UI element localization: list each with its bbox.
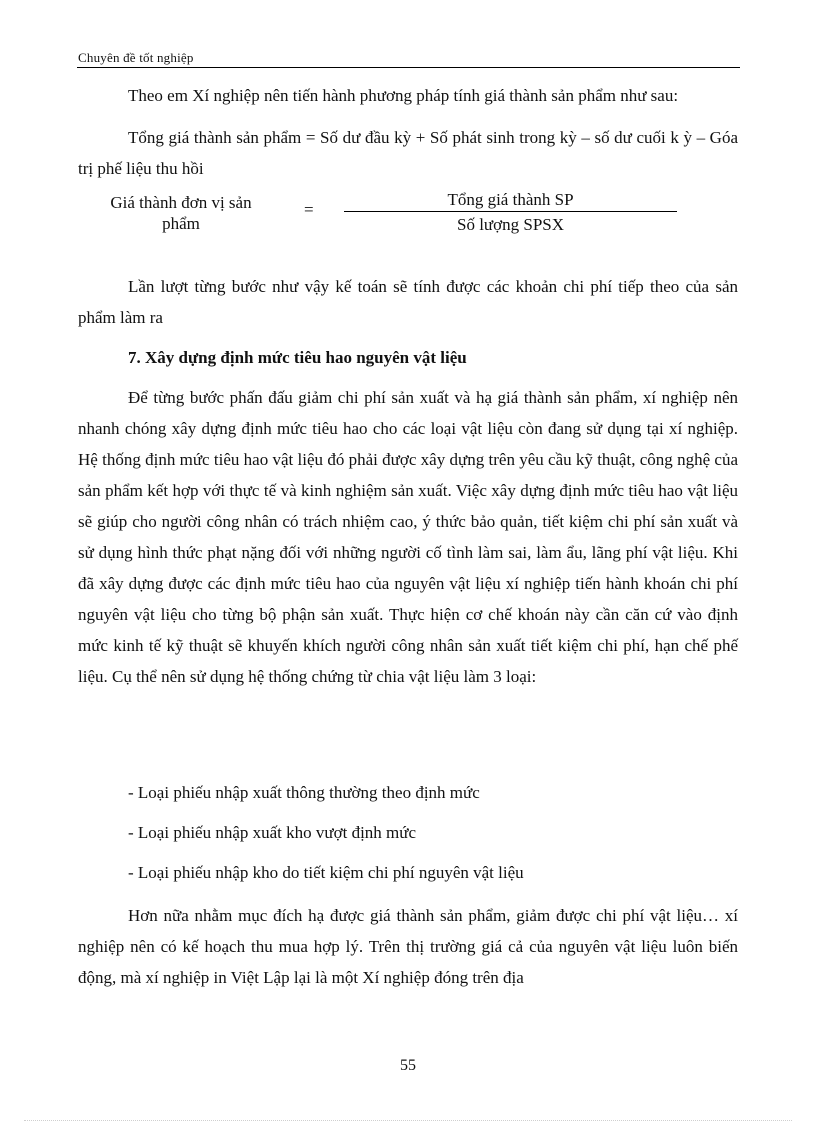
paragraph-final: Hơn nữa nhằm mục đích hạ được giá thành sản phẩm, giảm được chi phí vật liệu… xí nghiệp nên có kế hoạch thu mua hợp lý. Trên thị trường giá cả của nguyên vật liệu luôn biến động, mà xí nghiệp in Việt Lập lại là một Xí nghiệp đóng trên địa	[78, 906, 738, 987]
list-item: - Loại phiếu nhập xuất thông thường theo định mức	[128, 783, 480, 802]
bottom-divider	[24, 1120, 792, 1121]
paragraph-after-formula: Lần lượt từng bước như vậy kế toán sẽ tính được các khoản chi phí tiếp theo của sản phẩm làm ra	[78, 277, 738, 327]
list-item: - Loại phiếu nhập xuất kho vượt định mức	[128, 823, 417, 842]
page-header-title: Chuyên đề tốt nghiệp	[78, 50, 194, 65]
total-cost-formula: Tổng giá thành sản phẩm = Số dư đầu kỳ + Số phát sinh trong kỳ – số dư cuối k ỳ – Góa trị phế liệu thu hồi	[78, 128, 738, 178]
intro-line: Theo em Xí nghiệp nên tiến hành phương pháp tính giá thành sản phẩm như sau:	[128, 86, 679, 105]
page-number: 55	[400, 1057, 416, 1074]
header-rule	[77, 67, 740, 68]
unit-cost-label: Giá thành đơn vị sản phẩm	[110, 193, 252, 233]
fraction-denominator: Số lượng SPSX	[456, 215, 565, 234]
paragraph-main: Để từng bước phấn đấu giảm chi phí sản xuất và hạ giá thành sản phẩm, xí nghiệp nên nhanh chóng xây dựng định mức tiêu hao cho các loại vật liệu còn đang sử dụng tại xí nghiệp. Hệ thống định mức tiêu hao vật liệu đó phải được xây dựng trên yêu cầu kỹ thuật, công nghệ của sản phẩm kết hợp với thực tế và kinh nghiệm sản xuất. Việc xây dựng định mức tiêu hao vật liệu sẽ giúp cho người công nhân có trách nhiệm cao, ý thức bảo quản, tiết kiệm chi phí sản xuất và sử dụng hình thức phạt nặng đối với những người cố tình làm sai, làm ẩu, lãng phí vật liệu. Khi đã xây dựng được các định mức tiêu hao của nguyên vật liệu xí nghiệp tiến hành khoán chi phí nguyên vật liệu cho từng bộ phận sản xuất. Thực hiện cơ chế khoán này cần căn cứ vào định mức kinh tế kỹ thuật sẽ khuyến khích người công nhân sản xuất tiết kiệm chi phí, hạn chế phế liệu. Cụ thể nên sử dụng hệ thống chứng từ chia vật liệu làm 3 loại:	[78, 388, 738, 686]
fraction-bar	[344, 211, 677, 212]
list-item: - Loại phiếu nhập kho do tiết kiệm chi phí nguyên vật liệu	[128, 863, 524, 882]
section-heading: 7. Xây dựng định mức tiêu hao nguyên vật liệu	[128, 348, 467, 367]
fraction-numerator: Tổng giá thành SP	[447, 190, 574, 209]
equals-sign: =	[304, 200, 314, 219]
